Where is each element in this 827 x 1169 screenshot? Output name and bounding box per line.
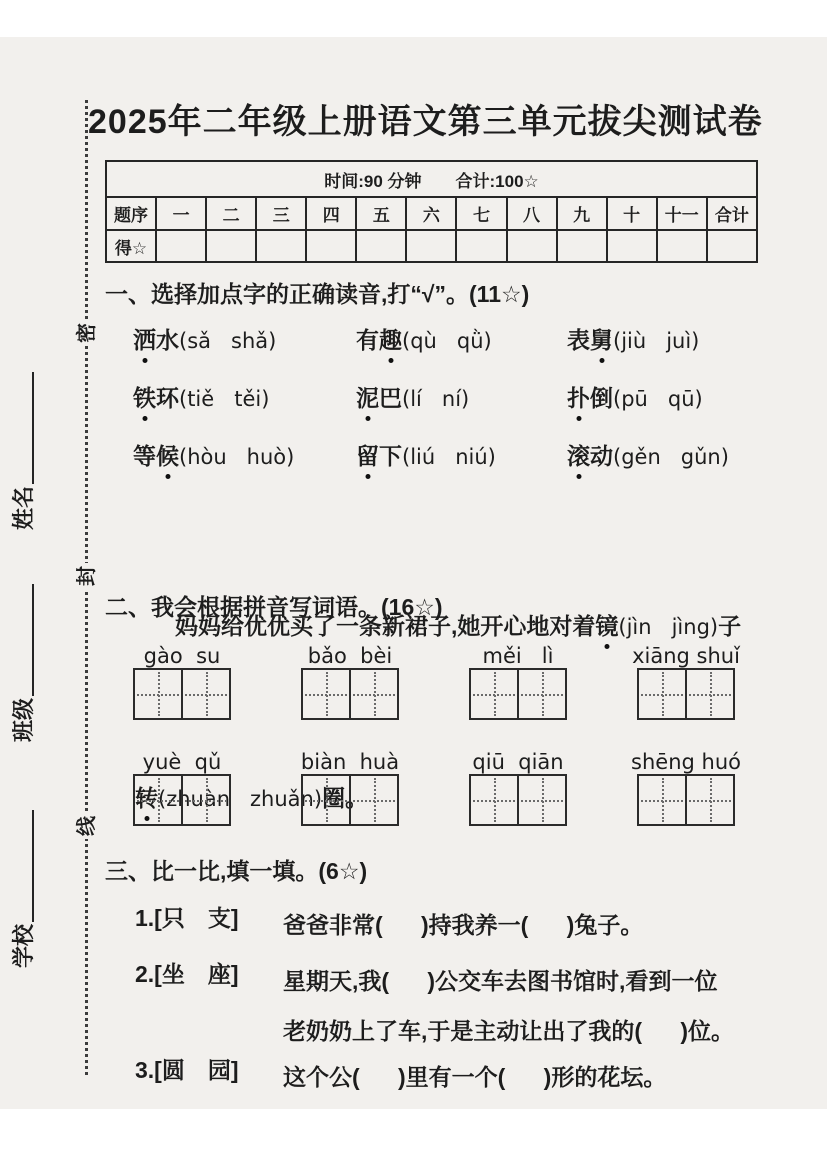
- item-text-line: 爸爸非常( )持我养一( )兔子。: [283, 912, 644, 938]
- pinyin-options: (jiù juì): [613, 329, 700, 353]
- dotted-hanzi: 镜: [595, 613, 619, 639]
- item-options: 2.[坐 座]: [135, 961, 239, 987]
- hanzi: 下: [379, 443, 402, 469]
- question-number-cell: 七: [456, 197, 506, 230]
- writing-grid-cell: [303, 670, 351, 718]
- item-text-line: 老奶奶上了车,于是主动让出了我的( )位。: [283, 1018, 735, 1044]
- question-number-cell: 十一: [657, 197, 707, 230]
- item-text: [283, 1052, 666, 1102]
- pinyin-options: (liú niú): [402, 445, 496, 469]
- score-entry-cell: [306, 230, 356, 262]
- score-entry-cell: [356, 230, 406, 262]
- pinyin-options: (qù qǜ): [402, 329, 492, 353]
- dotted-hanzi: 留: [356, 443, 379, 469]
- score-entry-cell: [406, 230, 456, 262]
- sealing-line-char-feng: 封: [74, 563, 100, 589]
- writing-grid: [637, 668, 735, 720]
- score-entry-cell: [456, 230, 506, 262]
- pinyin-write-unit: [469, 750, 567, 826]
- writing-grid-cell: [639, 776, 687, 824]
- dotted-hanzi: 候: [156, 443, 179, 469]
- dotted-hanzi: 趣: [379, 327, 402, 353]
- writing-grid-cell: [351, 776, 397, 824]
- pinyin-write-unit: [469, 644, 567, 720]
- hanzi: 有: [356, 327, 379, 353]
- sealing-line-char-xian: 线: [74, 813, 100, 839]
- time-total-header: 时间:90 分钟 合计:100☆: [106, 161, 757, 197]
- question-number-cell: 六: [406, 197, 456, 230]
- score-table-score-row: [106, 230, 757, 262]
- student-school-blank-line: [32, 810, 34, 922]
- hanzi: 巴: [379, 385, 402, 411]
- writing-grid: [133, 668, 231, 720]
- pinyin-write-unit: [631, 750, 741, 826]
- writing-grid-cell: [351, 670, 397, 718]
- pinyin-label: bǎo bèi: [307, 644, 393, 668]
- writing-grid-cell: [687, 776, 733, 824]
- pinyin-choice-word: [356, 380, 567, 438]
- writing-grid: [301, 668, 399, 720]
- compare-fill-item: [135, 1052, 666, 1102]
- score-star-label: 得☆: [106, 230, 156, 262]
- dotted-hanzi: 转: [135, 785, 158, 811]
- writing-grid-cell: [639, 670, 687, 718]
- student-name-label: 姓名: [11, 485, 36, 530]
- pinyin-choice-word: [133, 380, 356, 438]
- hanzi: 圈。: [322, 785, 369, 811]
- score-entry-cell: [557, 230, 607, 262]
- writing-grid: [133, 774, 231, 826]
- writing-grid-cell: [183, 776, 229, 824]
- writing-grid-cell: [135, 776, 183, 824]
- pinyin-choice-word: [133, 322, 356, 380]
- writing-grid-cell: [471, 776, 519, 824]
- item-text: [283, 900, 643, 950]
- student-name-blank-line: [32, 372, 34, 484]
- hanzi: 子: [718, 613, 742, 639]
- writing-grid-cell: [471, 670, 519, 718]
- writing-grid-cell: [183, 670, 229, 718]
- score-entry-cell: [156, 230, 206, 262]
- student-school-field: [8, 810, 38, 968]
- student-school-label: 学校: [11, 923, 36, 968]
- writing-grid-cell: [687, 670, 733, 718]
- writing-grid: [469, 668, 567, 720]
- pinyin-write-unit: [133, 644, 231, 720]
- student-class-label: 班级: [11, 697, 36, 742]
- pinyin-options: (tiě těi): [179, 387, 270, 411]
- pinyin-label: xiāng shuǐ: [632, 644, 740, 668]
- hanzi: 表: [567, 327, 590, 353]
- item-text: [283, 956, 734, 1056]
- hanzi: 等: [133, 443, 156, 469]
- hanzi: 妈妈给优优买了一条新裙子,她开心地对着: [175, 613, 596, 639]
- student-class-blank-line: [32, 584, 34, 696]
- section1-word-choices: [133, 322, 773, 496]
- writing-grid-cell: [519, 776, 565, 824]
- question-number-cell: 三: [256, 197, 306, 230]
- pinyin-options: (zhuàn zhuǎn): [158, 787, 323, 811]
- question-number-cell: 十: [607, 197, 657, 230]
- writing-grid: [637, 774, 735, 826]
- pinyin-label: yuè qǔ: [142, 750, 222, 774]
- writing-grid: [301, 774, 399, 826]
- score-entry-cell: [507, 230, 557, 262]
- score-entry-cell: [256, 230, 306, 262]
- hanzi: 动: [590, 443, 613, 469]
- pinyin-options: (jìn jìng): [618, 615, 719, 639]
- question-number-cell: 一: [156, 197, 206, 230]
- compare-fill-item: [135, 900, 643, 950]
- pinyin-grid-row-1: [133, 644, 740, 720]
- pinyin-write-unit: [301, 644, 399, 720]
- question-number-cell: 四: [306, 197, 356, 230]
- pinyin-choice-word: [567, 380, 773, 438]
- section3-heading: 三、比一比,填一填。(6☆): [105, 858, 368, 884]
- item-options: 1.[只 支]: [135, 905, 239, 931]
- question-number-cell: 合计: [707, 197, 757, 230]
- pinyin-write-unit: [632, 644, 740, 720]
- question-number-cell: 八: [507, 197, 557, 230]
- score-entry-cell: [707, 230, 757, 262]
- compare-fill-item: [135, 956, 734, 1056]
- pinyin-options: (lí ní): [402, 387, 470, 411]
- item-text-line: 这个公( )里有一个( )形的花坛。: [283, 1064, 667, 1090]
- writing-grid-cell: [135, 670, 183, 718]
- section1-heading: 一、选择加点字的正确读音,打“√”。(11☆): [105, 281, 530, 307]
- sealing-line-char-mi: 密: [74, 320, 100, 346]
- pinyin-choice-word: [356, 322, 567, 380]
- pinyin-options: (hòu huò): [179, 445, 295, 469]
- writing-grid-cell: [303, 776, 351, 824]
- score-table-question-row: [106, 197, 757, 230]
- score-entry-cell: [206, 230, 256, 262]
- hanzi: 水: [156, 327, 179, 353]
- dotted-hanzi: 洒: [133, 327, 156, 353]
- page-title: 2025年二年级上册语文第三单元拔尖测试卷: [88, 103, 763, 141]
- score-table: [105, 160, 758, 263]
- pinyin-write-unit: [133, 750, 231, 826]
- dotted-hanzi: 扑: [567, 385, 590, 411]
- item-options: 3.[圆 园]: [135, 1057, 239, 1083]
- dotted-hanzi: 铁: [133, 385, 156, 411]
- writing-grid-cell: [519, 670, 565, 718]
- hanzi: 环: [156, 385, 179, 411]
- question-order-label: 题序: [106, 197, 156, 230]
- pinyin-choice-word: [567, 322, 773, 380]
- question-number-cell: 九: [557, 197, 607, 230]
- question-number-cell: 二: [206, 197, 256, 230]
- writing-grid: [469, 774, 567, 826]
- pinyin-grid-row-2: [133, 750, 741, 826]
- hanzi: 倒: [590, 385, 613, 411]
- student-class-field: [8, 584, 38, 742]
- pinyin-label: gào su: [143, 644, 221, 668]
- pinyin-options: (pū qū): [613, 387, 703, 411]
- pinyin-label: biàn huà: [300, 750, 400, 774]
- score-entry-cell: [607, 230, 657, 262]
- dotted-hanzi: 滚: [567, 443, 590, 469]
- student-name-field: [8, 372, 38, 530]
- dotted-hanzi: 舅: [590, 327, 613, 353]
- score-entry-cell: [657, 230, 707, 262]
- pinyin-label: shēng huó: [631, 750, 741, 774]
- pinyin-options: (sǎ shǎ): [179, 329, 277, 353]
- question-number-cell: 五: [356, 197, 406, 230]
- pinyin-label: měi lì: [482, 644, 554, 668]
- pinyin-label: qiū qiān: [472, 750, 564, 774]
- section2-heading: 二、我会根据拼音写词语。(16☆): [105, 594, 443, 620]
- pinyin-write-unit: [300, 750, 400, 826]
- item-text-line: 星期天,我( )公交车去图书馆时,看到一位: [283, 968, 718, 994]
- pinyin-options: (gěn gǔn): [613, 445, 729, 469]
- dotted-hanzi: 泥: [356, 385, 379, 411]
- score-table-info-row: [106, 161, 757, 197]
